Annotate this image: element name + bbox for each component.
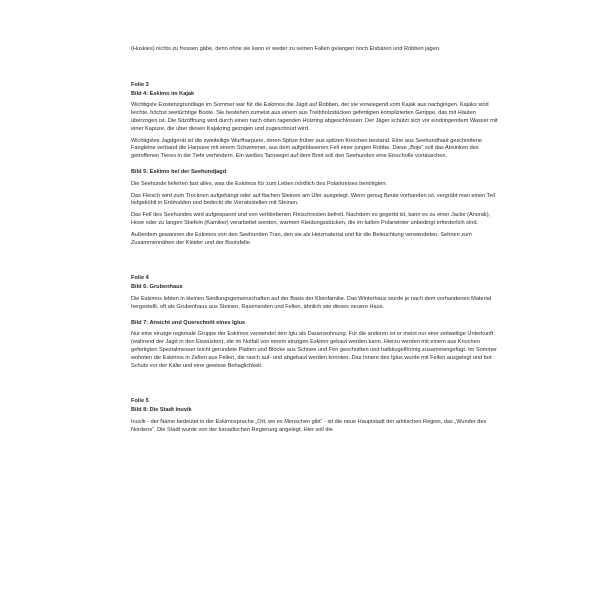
- folie-3-label: Folie 3: [131, 81, 149, 88]
- bild-5-paragraph-1: Die Seehunde lieferten fast alles, was die Eskimos für zum Leben nördlich des Polarkreises benötigten:: [131, 180, 387, 187]
- bild-5-paragraph-2: Das Fleisch wird zum Trocknen aufgehängt oder auf flachen Steinen am Ufer ausgelegt. Wenn genug Beute vorhanden ist, vergräbt man einen Teil tiefgekühlt in Erdmulden und bedeckt die Vorratsstellen mit Steinen.: [131, 192, 495, 207]
- bild-7-paragraph-1: Nur eine einzige regionale Gruppe der Eskimos verwendet den Iglu als Dauerwohnung. Für die anderen ist er meist nur eine zeitweilige Unterkunft (während der Jagd in den Eiswüsten), die im Notfall von einem einzigen Eskimo gebaut werden kann. Hierzu werden mit einem aus Knochen gefertigten Spezialmesser leicht gerundete Platten und Blöcke aus Schnee und Firn geschnitten und halbkugelförmig zusammengefügt. Im Sommer wohnten die Eskimos in Zelten aus Fellen, die rasch auf- und abgebaut werden konnten. Das Innere des Iglus wurde mit Fellen ausgelegt und bot Schutz vor der Kälte und eine gewisse Behaglichkeit.: [131, 331, 497, 369]
- document-body: [131, 46, 503, 439]
- bild-6-heading: Bild 6: Grubenhaus: [131, 284, 183, 291]
- bild-5-paragraph-3: Das Fell des Seehundes wird aufgespannt und von verbliebenen Fleischresten befreit. Nachdem es gegerbt ist, kann es zu einer Jacke (Anorak), Hose oder zu langen Stiefeln (Kamiker) verarbeitet werden, warmen Kleidungsstücken, die im kalten Polarwinter unbedingt erforderlich sind.: [131, 212, 491, 226]
- bild-4-paragraph-1: Wichtigste Existenzgrundlage im Sommer war für die Eskimos die Jagd auf Robben, der sie vorwiegend vom Kajak aus nachgingen. Kajaks sind leichte, höchst seetüchtige Boote. Sie bestehen zumeist aus einem aus Treibholzstücken gefertigten komplizierten Gerippe, das mit Häuten überzogen ist. Die Sitzöffnung wird durch einen nach oben ragenden Holzring abgeschlossen: Der Jäger schützt sich vor eindringendem Wasser mit einer Kapuze, die über diesen Kajakring gezogen und zugeschnürt wird.: [131, 102, 498, 132]
- bild-8-heading: Bild 8: Die Stadt Inuvik: [131, 407, 192, 414]
- bild-7-heading: Bild 7: Ansicht und Querschnitt eines Iglus: [131, 319, 246, 326]
- bild-8-paragraph-1: Inuvik - der Name bedeutet in der Eskimosprache „Ort, wo es Menschen gibt“ - ist die neue Hauptstadt der arktischen Region, das „Wunder des Nordens“. Die Stadt wurde von der kanadischen Regierung angelegt. Hier soll die: [131, 418, 487, 433]
- bild-6-paragraph-1: Die Eskimos lebten in kleinen Siedlungsgemeinschaften auf der Basis der Kleinfamilie. Das Winterhaus wurde je nach dem vorhandenen Material hergestellt, oft als Grubenhaus aus Steinen, Rasensoden und Fellen, ähnlich wie dieses neuere Haus.: [131, 295, 492, 310]
- bild-5-paragraph-4: Außerdem gewannen die Eskimos von den Seehunden Tran, den sie als Heizmaterial und für die Beleuchtung verwendeten, Sehnen zum Zusammennähen der Kleider und der Bootsfelle.: [131, 231, 472, 246]
- bild-4-paragraph-2: Wichtigstes Jagdgerät ist die zweiteilige Wurfharpune, deren Spitze früher aus spitzen Knochen bestand. Eine aus Seehundhaut geschnittene Fangleine verband die Harpune mit einem Schwimmer, aus dem aufgeblasenen Fell einer jungen Robbe. Diese „Boje“ soll das Absinken des getroffenen Tieres in die Tiefe verhindern. Ein weißes Tarnsegel auf dem Boot soll den Seehunden eine Eisscholle vortäuschen.: [131, 137, 482, 160]
- folie-5-label: Folie 5: [131, 398, 149, 405]
- bild-5-heading: Bild 5: Eskimo bei der Seehundjagd: [131, 168, 227, 175]
- folie-4-label: Folie 4: [131, 275, 149, 282]
- bild-4-heading: Bild 4: Eskimo im Kajak: [131, 90, 195, 97]
- intro-paragraph: (Huskies) nichts zu fressen gäbe, denn ohne sie kann er weder zu seinen Fallen gelangen noch Eisbären und Robben jagen.: [131, 46, 441, 52]
